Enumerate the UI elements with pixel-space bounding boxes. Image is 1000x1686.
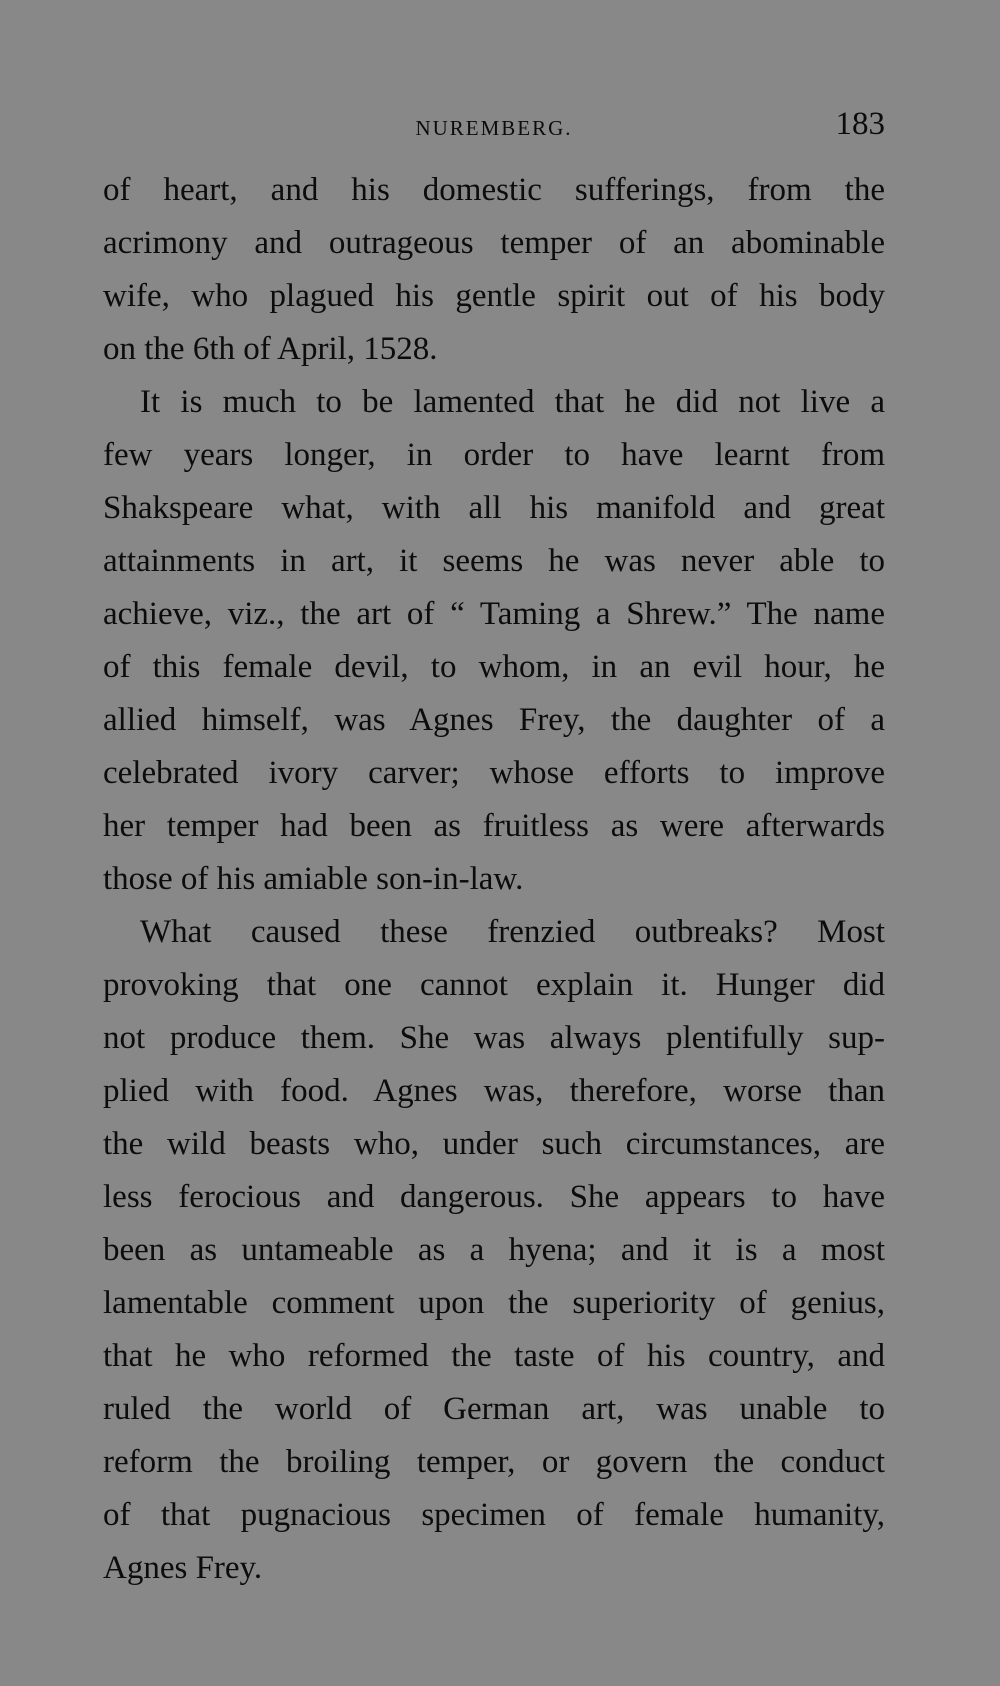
text-line: attainments in art, it seems he was never able to <box>103 543 885 579</box>
running-head-title: NUREMBERG. <box>415 116 573 140</box>
text-line: plied with food. Agnes was, therefore, worse than <box>103 1073 885 1109</box>
text-line: few years longer, in order to have learnt from <box>103 437 885 473</box>
text-line: Shakspeare what, with all his manifold and great <box>103 490 885 526</box>
text-line: been as untameable as a hyena; and it is a most <box>103 1232 885 1268</box>
text-line: celebrated ivory carver; whose efforts to improve <box>103 755 885 791</box>
text-line: wife, who plagued his gentle spirit out of his body <box>103 278 885 314</box>
text-line: provoking that one cannot explain it. Hunger did <box>103 967 885 1003</box>
text-line: What caused these frenzied outbreaks? Most <box>140 914 885 950</box>
text-line: less ferocious and dangerous. She appears to have <box>103 1179 885 1215</box>
text-line: It is much to be lamented that he did not live a <box>140 384 885 420</box>
text-line: achieve, viz., the art of “ Taming a Shrew.” The name <box>103 596 885 632</box>
text-line: ruled the world of German art, was unable to <box>103 1391 885 1427</box>
running-head <box>103 106 885 146</box>
text-line: Agnes Frey. <box>103 1550 263 1586</box>
text-line: allied himself, was Agnes Frey, the daughter of a <box>103 702 885 738</box>
text-line: that he who reformed the taste of his country, and <box>103 1338 885 1374</box>
text-line: those of his amiable son-in-law. <box>103 861 524 897</box>
text-line: the wild beasts who, under such circumstances, are <box>103 1126 885 1162</box>
text-line: of that pugnacious specimen of female humanity, <box>103 1497 885 1533</box>
page-number: 183 <box>835 106 885 142</box>
text-line: lamentable comment upon the superiority of genius, <box>103 1285 885 1321</box>
text-line: of this female devil, to whom, in an evil hour, he <box>103 649 885 685</box>
text-line: her temper had been as fruitless as were afterwards <box>103 808 885 844</box>
text-line: reform the broiling temper, or govern the conduct <box>103 1444 885 1480</box>
text-line: not produce them. She was always plentifully sup- <box>103 1020 885 1056</box>
text-line: of heart, and his domestic sufferings, from the <box>103 172 885 208</box>
text-line: acrimony and outrageous temper of an abominable <box>103 225 885 261</box>
text-line: on the 6th of April, 1528. <box>103 331 438 367</box>
